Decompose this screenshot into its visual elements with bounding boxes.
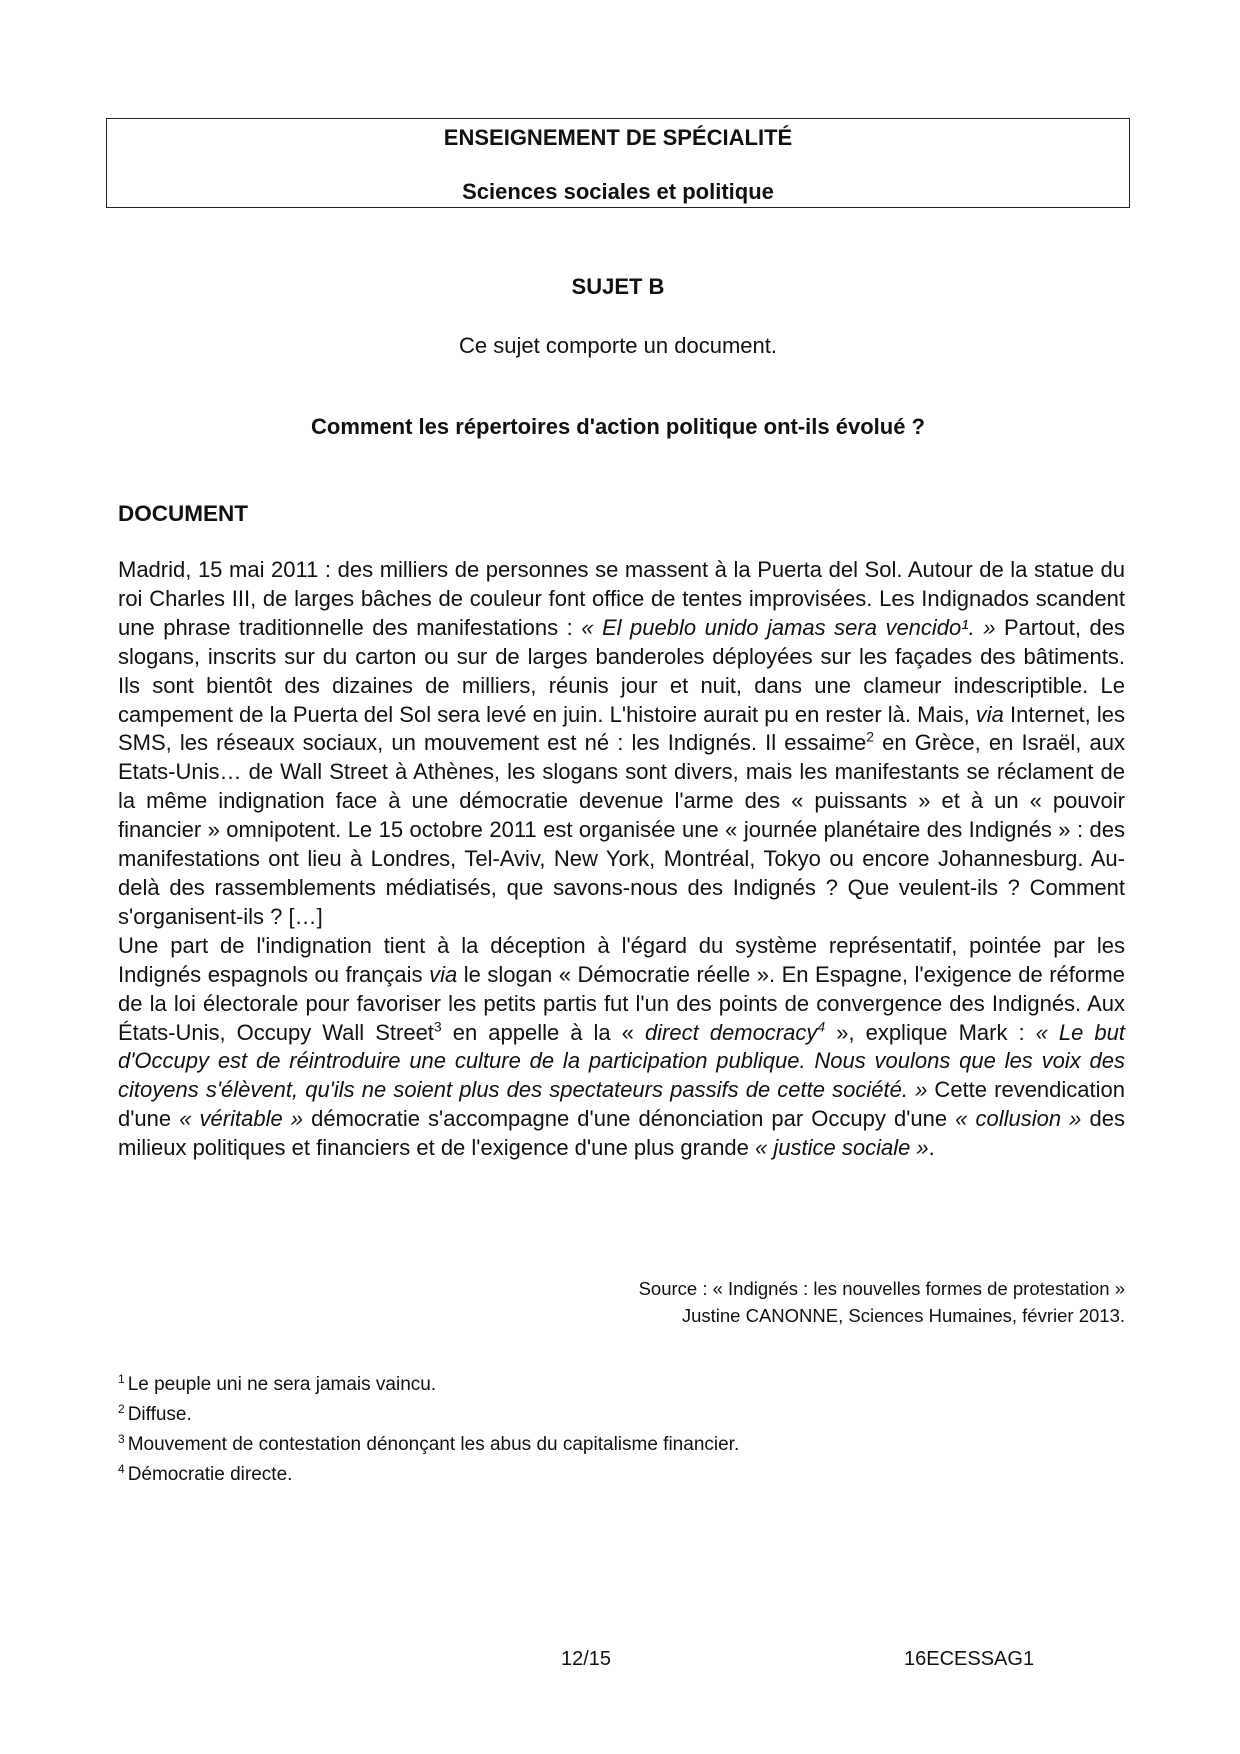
source-line-2: Justine CANONNE, Sciences Humaines, février 2013. <box>681 1305 1125 1326</box>
header-box <box>106 118 1130 208</box>
document-body <box>118 556 1125 1163</box>
document-code: 16ECESSAG1 <box>904 1648 1035 1670</box>
document-heading: DOCUMENT <box>118 501 248 526</box>
document-paragraph-2: Une part de l'indignation tient à la déception à l'égard du système représentatif, pointée par les Indignés espagnols ou français via le slogan « Démocratie réelle ». En Espagne, l'exigence de réforme de la loi électorale pour favoriser les petits partis fut l'un des points de convergence des Indignés. Aux États-Unis, Occupy Wall Street$^3$ en appelle à la « direct democracy$^4$ », explique Mark : « Le but d'Occupy est de réintroduire une culture de la participation publique. Nous voulons que les voix des citoyens s'élèvent, qu'ils ne soient plus des spectateurs passifs de cette société. » Cette revendication d'une « véritable » démocratie s'accompagne d'une dénonciation par Occupy d'une « collusion » des milieux politiques et financiers et de l'exigence d'une plus grande « justice sociale ». <box>118 932 1126 1161</box>
footnotes <box>118 1370 739 1490</box>
header-title: ENSEIGNEMENT DE SPÉCIALITÉ <box>443 125 793 150</box>
footnote-4: $^4$ Démocratie directe. <box>118 1461 293 1485</box>
footnote-3: $^3$ Mouvement de contestation dénonçant les abus du capitalisme financier. <box>118 1431 740 1455</box>
document-paragraph-1: Madrid, 15 mai 2011 : des milliers de personnes se massent à la Puerta del Sol. Autour de la statue du roi Charles III, de larges bâches de couleur font office de tentes improvisées. Les Indignados scandent une phrase traditionnelle des manifestations : « El pueblo unido jamas sera vencido¹. » Partout, des slogans, inscrits sur du carton ou sur de larges banderoles déployées sur les façades des bâtiments. Ils sont bientôt des dizaines de milliers, réunis jour et nuit, dans une clameur indescriptible. Le campement de la Puerta del Sol sera levé en juin. L'histoire aurait pu en rester là. Mais, via Internet, les SMS, les réseaux sociaux, un mouvement est né : les Indignés. Il essaime$^2$ en Grèce, en Israël, aux Etats-Unis… de Wall Street à Athènes, les slogans sont divers, mais les manifestants se réclament de la même indignation face à une démocratie devenue l'arme des « puissants » et à un « pouvoir financier » omnipotent. Le 15 octobre 2011 est organisée une « journée planétaire des Indignés » : des manifestations ont lieu à Londres, Tel-Aviv, New York, Montréal, Tokyo ou encore Johannesburg. Au-delà des rassemblements médiatisés, que savons-nous des Indignés ? Que veulent-ils ? Comment s'organisent-ils ? […] <box>118 557 1126 929</box>
subject-title: SUJET B <box>571 274 665 299</box>
footnote-1: $^1$ Le peuple uni ne sera jamais vaincu. <box>118 1371 437 1395</box>
subject-note: Ce sujet comporte un document. <box>459 333 777 358</box>
subject-question: Comment les répertoires d'action politique ont-ils évolué ? <box>311 414 925 439</box>
footnote-2: $^2$ Diffuse. <box>118 1401 192 1425</box>
header-subtitle: Sciences sociales et politique <box>462 179 774 204</box>
source-line-1: Source : « Indignés : les nouvelles formes de protestation » <box>638 1278 1125 1299</box>
source-citation <box>639 1275 1125 1329</box>
page-number: 12/15 <box>561 1648 612 1670</box>
